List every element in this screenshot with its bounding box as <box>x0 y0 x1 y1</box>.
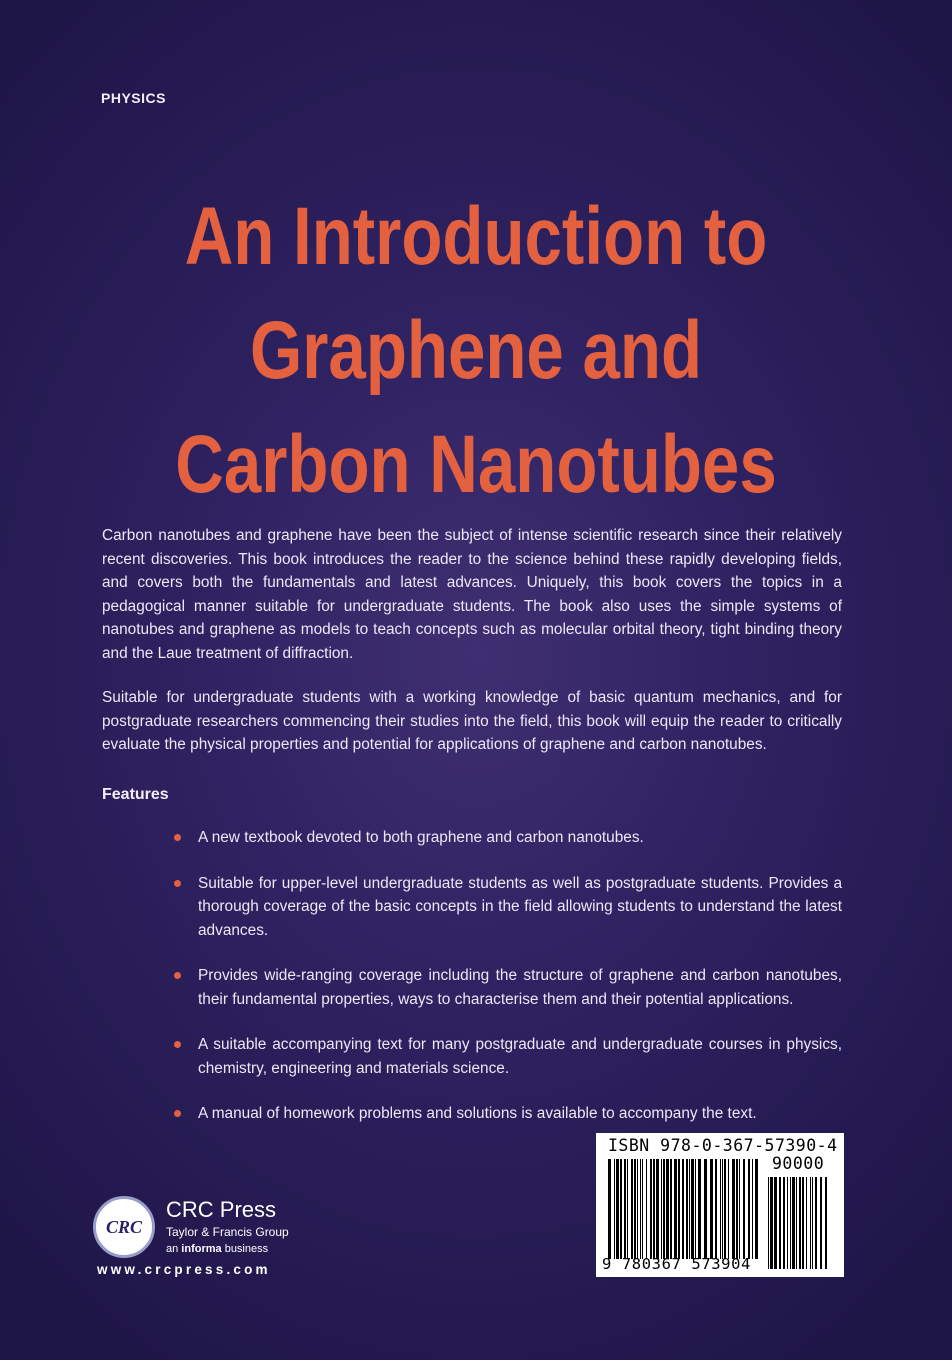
barcode-bar <box>624 1159 626 1259</box>
barcode-bar <box>682 1159 684 1259</box>
publisher-website: www.crcpress.com <box>97 1262 271 1277</box>
feature-text: Suitable for upper-level undergraduate students as well as postgraduate students. Provides a thorough coverage of the basic concepts in the field allowing students to understand the latest advances. <box>198 874 842 939</box>
barcode-bar <box>739 1159 740 1259</box>
barcode-bar <box>815 1177 817 1269</box>
barcode-bar <box>810 1177 811 1269</box>
barcode-bar <box>670 1159 672 1259</box>
barcode-bar <box>634 1159 636 1259</box>
barcode-bar <box>787 1177 788 1269</box>
feature-text: A manual of homework problems and solutions is available to accompany the text. <box>198 1105 757 1122</box>
description-paragraph-2: Suitable for undergraduate students with a working knowledge of basic quantum mechanics, and for postgraduate researchers commencing their studies into the field, this book will equip the reader to critically evaluate the physical properties and potential for applications of graphene and carbon nanotubes. <box>102 689 842 753</box>
barcode-bar <box>790 1177 791 1269</box>
feature-item <box>172 826 842 850</box>
feature-item <box>172 1102 842 1126</box>
barcode-bar <box>792 1177 795 1269</box>
barcode-bar <box>722 1159 723 1259</box>
bullet-dot-icon <box>174 880 181 887</box>
barcode-bar <box>720 1159 721 1259</box>
price-code: 90000 <box>772 1154 825 1173</box>
barcode-bar <box>678 1159 680 1259</box>
barcode-bar <box>736 1159 738 1259</box>
barcode-bar <box>799 1177 801 1269</box>
title-line-2: Graphene and <box>249 305 703 396</box>
barcode-bar <box>653 1159 655 1259</box>
barcode-bar <box>820 1177 822 1269</box>
feature-text: A new textbook devoted to both graphene and carbon nanotubes. <box>198 829 644 846</box>
category-label: PHYSICS <box>101 90 166 106</box>
barcode-bar <box>674 1159 677 1259</box>
barcode-bar <box>715 1159 717 1259</box>
barcode-bar <box>812 1177 813 1269</box>
features-list <box>172 826 842 1126</box>
crc-logo-text: CRC <box>105 1216 143 1237</box>
tagline-brand: informa <box>181 1243 222 1255</box>
main-barcode-bars <box>608 1159 758 1259</box>
feature-item <box>172 964 842 1011</box>
barcode-bar <box>640 1159 641 1259</box>
barcode-bar <box>616 1159 619 1259</box>
barcode-bar <box>806 1177 807 1269</box>
title-line-3: Carbon Nanotubes <box>175 419 777 510</box>
tagline-prefix: an <box>166 1243 182 1255</box>
bullet-dot-icon <box>174 1041 181 1048</box>
title-line-1: An Introduction to <box>184 191 768 282</box>
feature-item <box>172 1033 842 1080</box>
barcode-bar <box>656 1159 659 1259</box>
feature-text: A suitable accompanying text for many postgraduate and undergraduate courses in physics, chemistry, engineering and materials science. <box>198 1036 842 1077</box>
barcode-bar <box>666 1159 669 1259</box>
isbn-barcode <box>596 1133 844 1277</box>
barcode-bar <box>620 1159 622 1259</box>
barcode-bar <box>743 1159 745 1259</box>
barcode-bar <box>748 1159 750 1259</box>
barcode-bar <box>732 1159 735 1259</box>
barcode-bar <box>608 1159 611 1259</box>
features-heading: Features <box>102 786 169 803</box>
barcode-bar <box>631 1159 633 1259</box>
barcode-bar <box>779 1177 781 1269</box>
bullet-dot-icon <box>174 972 181 979</box>
barcode-bar <box>689 1159 690 1259</box>
barcode-bar <box>650 1159 652 1259</box>
barcode-bar <box>796 1177 797 1269</box>
barcode-bar <box>802 1177 804 1269</box>
feature-item <box>172 872 842 943</box>
barcode-bar <box>724 1159 726 1259</box>
tagline-suffix: business <box>221 1243 269 1255</box>
barcode-bar <box>663 1159 665 1259</box>
addon-barcode-bars <box>768 1177 832 1269</box>
bullet-dot-icon <box>174 1110 181 1117</box>
barcode-bar <box>642 1159 643 1259</box>
publisher-name: CRC Press <box>166 1197 277 1222</box>
barcode-bar <box>783 1177 785 1269</box>
barcode-bar <box>768 1177 769 1269</box>
barcode-bar <box>637 1159 638 1259</box>
barcode-bar <box>710 1159 713 1259</box>
barcode-bar <box>774 1177 777 1269</box>
barcode-bar <box>661 1159 662 1259</box>
barcode-bar <box>646 1159 647 1259</box>
barcode-bar <box>627 1159 628 1259</box>
barcode-bar <box>691 1159 694 1259</box>
barcode-bar <box>770 1177 773 1269</box>
barcode-bar <box>728 1159 729 1259</box>
feature-text: Provides wide-ranging coverage including the structure of graphene and carbon nanotubes, their fundamental properties, ways to characterise them and their potential applications. <box>198 967 842 1008</box>
ean-number: 9 780367 573904 <box>602 1255 751 1273</box>
crc-logo <box>93 1196 155 1258</box>
barcode-bar <box>698 1159 701 1259</box>
description-paragraph-1: Carbon nanotubes and graphene have been the subject of intense scientific research since their relatively recent discoveries. This book introduces the reader to the science behind these rapidly developing fields, and covers both the fundamentals and latest advances. Uniquely, this book covers the topics in a pedagogical manner suitable for undergraduate students. The book also uses the simple systems of nanotubes and graphene as models to teach concepts such as molecular orbital theory, tight binding theory and the Laue treatment of diffraction. <box>102 527 842 662</box>
barcode-bar <box>695 1159 696 1259</box>
barcode-bar <box>686 1159 688 1259</box>
isbn-number: ISBN 978-0-367-57390-4 <box>608 1136 838 1155</box>
publisher-group: Taylor & Francis Group <box>166 1225 289 1239</box>
barcode-bar <box>825 1177 827 1269</box>
barcode-bar <box>755 1159 758 1259</box>
barcode-bar <box>614 1159 615 1259</box>
publisher-tagline <box>166 1243 268 1255</box>
barcode-bar <box>704 1159 707 1259</box>
barcode-bar <box>752 1159 753 1259</box>
book-title <box>151 180 800 522</box>
bullet-dot-icon <box>174 834 181 841</box>
